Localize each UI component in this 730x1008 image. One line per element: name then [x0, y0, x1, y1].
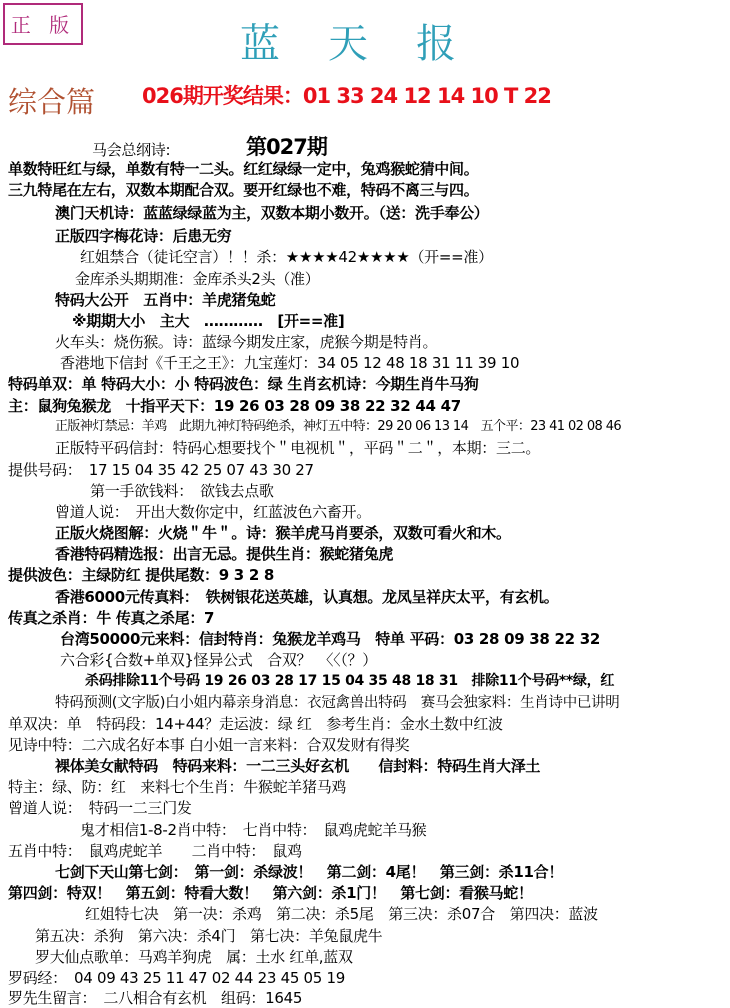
- text-line: 香港地下信封《千王之王》：九宝莲灯：34 05 12 48 18 31 11 39 10: [60, 354, 520, 372]
- text-line: 见诗中特：二六成名好本事 白小姐一言来料：合双发财有得奖: [8, 736, 410, 754]
- authentic-stamp: 正 版: [3, 3, 83, 45]
- text-line: 香港特码精选报：出言无忌。提供生肖：猴蛇猪兔虎: [55, 545, 394, 563]
- text-line: 正版火烧图解：火烧＂牛＂。诗：猴羊虎马肖要杀，双数可看火和木。: [55, 524, 511, 542]
- text-line: 马会总纲诗:: [92, 141, 171, 159]
- issue-number: 第027期: [246, 135, 327, 159]
- text-line: 传真之杀肖：牛 传真之杀尾：7: [8, 609, 215, 627]
- text-line: 红姐特七决 第一决：杀鸡 第二决：杀5尾 第三决：杀07合 第四决：蓝波: [85, 905, 598, 923]
- text-line: 正版四字梅花诗：后患无穷: [55, 227, 232, 245]
- text-line: 澳门天机诗：蓝蓝绿绿蓝为主，双数本期小数开。（送：洗手奉公）: [55, 204, 489, 222]
- text-line: 特主：绿、防：红 来料七个生肖：牛猴蛇羊猪马鸡: [8, 778, 347, 796]
- text-line: 特码预测(文字版)白小姐内幕亲身消息：衣冠禽兽出特码 赛马会独家料：生肖诗中已讲明: [55, 695, 620, 711]
- newspaper-title: 蓝天报: [240, 21, 504, 67]
- text-line: 七剑下天山第七剑： 第一剑：杀绿波！ 第二剑：4尾！ 第三剑：杀11合！: [55, 863, 564, 881]
- text-line: 香港6000元传真料： 铁树银花送英雄，认真想。龙凤呈祥庆太平，有玄机。: [55, 588, 559, 606]
- text-line: 提供波色：主绿防红 提供尾数：9 3 2 8: [8, 566, 275, 584]
- text-line: 提供号码： 17 15 04 35 42 25 07 43 30 27: [8, 461, 314, 479]
- text-line: 五肖中特： 鼠鸡虎蛇羊 二肖中特： 鼠鸡: [8, 842, 302, 860]
- text-line: 台湾50000元来料：信封特肖：兔猴龙羊鸡马 特单 平码：03 28 09 38 22 32: [60, 630, 600, 648]
- text-line: 第四剑：特双！ 第五剑：特看大数！ 第六剑：杀1门！ 第七剑：看猴马蛇！: [8, 884, 533, 902]
- text-line: 杀码排除11个号码 19 26 03 28 17 15 04 35 48 18 31 排除11个号码**绿，红: [85, 673, 615, 689]
- text-line: 火车头：烧伤猴。诗：蓝绿今期发庄家，虎猴今期是特肖。: [55, 333, 438, 351]
- text-line: 裸体美女献特码 特码来料：一二三头好玄机 信封料：特码生肖大泽土: [55, 757, 541, 775]
- text-line: 特码大公开 五肖中：羊虎猪兔蛇: [55, 291, 276, 309]
- draw-result: 026期开奖结果：01 33 24 12 14 10 T 22: [142, 84, 551, 108]
- text-line: 特码单双：单 特码大小：小 特码波色：绿 生肖玄机诗：今期生肖牛马狗: [8, 375, 479, 393]
- text-line: 第一手欲钱料： 欲钱去点歌: [90, 482, 274, 500]
- text-line: 红姐禁合（徒讬空言）！！杀：★★★★42★★★★（开==准）: [80, 248, 493, 266]
- section-title: 综合篇: [8, 85, 96, 119]
- text-line: 单双决：单 特码段：14+44？走运波：绿 红 参考生肖：金水土数中红波: [8, 715, 503, 733]
- text-line: 主：鼠狗兔猴龙 十指平天下：19 26 03 28 09 38 22 32 44 47: [8, 397, 461, 415]
- text-line: 罗先生留言： 二八相合有玄机 组码：1645: [8, 989, 303, 1007]
- text-line: 六合彩{合数+单双}怪异公式 合双？ 〈〈（？）: [60, 651, 377, 669]
- text-line: 鬼才相信1-8-2肖中特： 七肖中特： 鼠鸡虎蛇羊马猴: [80, 821, 427, 839]
- text-line: 正版特平码信封：特码心想要找个＂电视机＂，平码＂二＂，本期：三二。: [55, 439, 541, 457]
- text-line: ※期期大小 主大 ………… [开==准]: [72, 312, 345, 330]
- text-line: 正版神灯禁忌：羊鸡 此期九神灯特码绝杀，神灯五中特：29 20 06 13 14 五个平：23 41 02 08 46: [55, 419, 622, 434]
- text-line: 单数特旺红与绿，单数有特一二头。红红绿绿一定中，兔鸡猴蛇猜中间。: [8, 160, 479, 178]
- text-line: 第五决：杀狗 第六决：杀4门 第七决：羊兔鼠虎牛: [35, 927, 383, 945]
- text-line: 曾道人说： 特码一二三门发: [8, 799, 192, 817]
- text-line: 罗大仙点歌单：马鸡羊狗虎 属：土水 红单,蓝双: [35, 948, 353, 966]
- text-line: 三九特尾在左右，双数本期配合双。要开红绿也不难，特码不离三与四。: [8, 181, 479, 199]
- text-line: 曾道人说： 开出大数你定中，红蓝波色六畜开。: [55, 503, 371, 521]
- text-line: 罗码经： 04 09 43 25 11 47 02 44 23 45 05 19: [8, 969, 345, 987]
- text-line: 金库杀头期期准：金库杀头2头（准）: [75, 270, 320, 288]
